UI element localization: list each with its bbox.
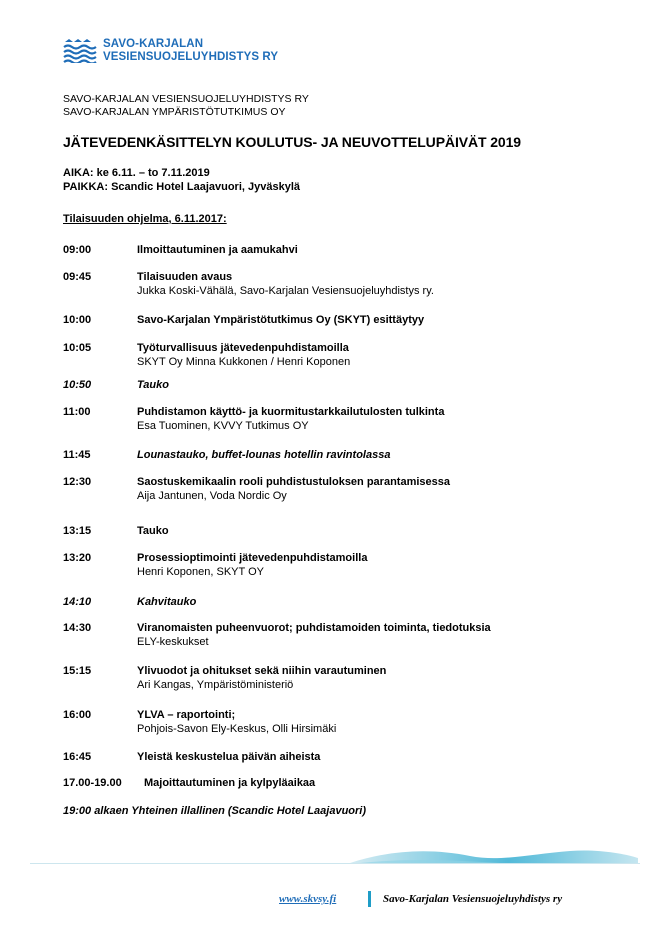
footer-organization: Savo-Karjalan Vesiensuojeluyhdistys ry — [383, 893, 563, 905]
program-time: 17.00-19.00 — [63, 777, 122, 789]
program-time: 15:15 — [63, 665, 92, 677]
logo-line-2: VESIENSUOJELUYHDISTYS RY — [103, 51, 279, 63]
program-time: 11:00 — [63, 406, 91, 418]
program-title: Ilmoittautuminen ja aamukahvi — [137, 244, 298, 256]
program-time: 10:00 — [63, 314, 92, 326]
program-speaker: Aija Jantunen, Voda Nordic Oy — [137, 490, 287, 502]
program-time: 11:45 — [63, 449, 91, 461]
program-speaker: Esa Tuominen, KVVY Tutkimus OY — [137, 420, 309, 432]
closing-note: 19:00 alkaen Yhteinen illallinen (Scandic Hotel Laajavuori) — [63, 805, 367, 817]
program-title: Tauko — [137, 525, 169, 537]
program-title: Tauko — [137, 379, 169, 391]
program-title: Puhdistamon käyttö- ja kuormitustarkkailutulosten tulkinta — [137, 406, 445, 418]
program-heading: Tilaisuuden ohjelma, 6.11.2017: — [63, 213, 227, 225]
program-time: 10:50 — [63, 379, 92, 391]
program-title: Tilaisuuden avaus — [137, 271, 233, 283]
program-title: Yleistä keskustelua päivän aiheista — [137, 751, 321, 763]
program-speaker: Henri Koponen, SKYT OY — [137, 566, 264, 578]
organizer-line: SAVO-KARJALAN VESIENSUOJELUYHDISTYS RY — [63, 93, 309, 105]
program-speaker: SKYT Oy Minna Kukkonen / Henri Koponen — [137, 356, 351, 368]
program-speaker: Jukka Koski-Vähälä, Savo-Karjalan Vesiensuojeluyhdistys ry. — [137, 285, 434, 297]
program-speaker: Pohjois-Savon Ely-Keskus, Olli Hirsimäki — [137, 723, 337, 735]
footer-separator — [368, 891, 371, 907]
program-time: 09:00 — [63, 244, 92, 256]
program-time: 09:45 — [63, 271, 92, 283]
program-title: Viranomaisten puheenvuorot; puhdistamoiden toiminta, tiedotuksia — [137, 622, 491, 634]
wave-decoration-icon — [30, 846, 640, 870]
event-time: AIKA: ke 6.11. – to 7.11.2019 — [63, 167, 210, 179]
program-title: YLVA – raportointi; — [137, 709, 236, 721]
organizer-block — [63, 93, 309, 119]
program-title: Työturvallisuus jätevedenpuhdistamoilla — [137, 342, 349, 354]
footer-divider — [30, 863, 640, 864]
program-title: Kahvitauko — [137, 596, 197, 608]
program-speaker: ELY-keskukset — [137, 636, 209, 648]
program-title: Majoittautuminen ja kylpyläaikaa — [144, 777, 316, 789]
organizer-line: SAVO-KARJALAN YMPÄRISTÖTUTKIMUS OY — [63, 106, 286, 118]
program-title: Lounastauko, buffet-lounas hotellin ravintolassa — [137, 449, 391, 461]
program-time: 16:45 — [63, 751, 92, 763]
wave-logo-icon — [63, 39, 97, 63]
program-title: Savo-Karjalan Ympäristötutkimus Oy (SKYT) esittäytyy — [137, 314, 425, 326]
program-title: Prosessioptimointi jätevedenpuhdistamoilla — [137, 552, 368, 564]
program-title: Ylivuodot ja ohitukset sekä niihin varautuminen — [137, 665, 387, 677]
program-time: 16:00 — [63, 709, 92, 721]
page-title: JÄTEVEDENKÄSITTELYN KOULUTUS- JA NEUVOTTELUPÄIVÄT 2019 — [63, 134, 521, 150]
program-time: 14:10 — [63, 596, 92, 608]
event-meta — [63, 166, 300, 194]
header-logo — [63, 38, 278, 64]
program-title: Saostuskemikaalin rooli puhdistustuloksen parantamisessa — [137, 476, 450, 488]
event-place: PAIKKA: Scandic Hotel Laajavuori, Jyväskylä — [63, 181, 300, 193]
program-time: 12:30 — [63, 476, 92, 488]
logo-line-1: SAVO-KARJALAN — [103, 38, 204, 50]
footer-website-link[interactable]: www.skvsy.fi — [279, 893, 337, 905]
program-time: 13:20 — [63, 552, 92, 564]
program-time: 14:30 — [63, 622, 92, 634]
program-time: 10:05 — [63, 342, 92, 354]
program-time: 13:15 — [63, 525, 92, 537]
program-speaker: Ari Kangas, Ympäristöministeriö — [137, 679, 294, 691]
